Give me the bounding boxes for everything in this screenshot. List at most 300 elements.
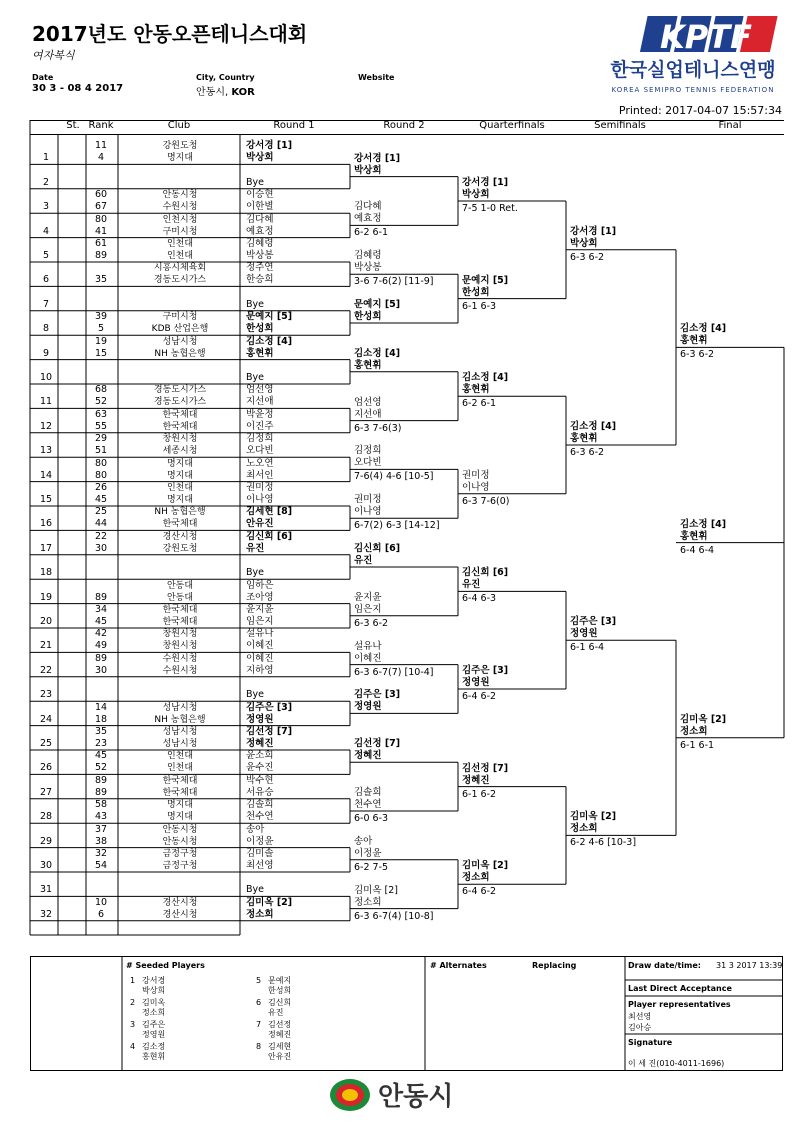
rank-1: 61 xyxy=(94,238,108,249)
position-number: 17 xyxy=(39,542,53,554)
semifinals-player-1: 강서경 [1] xyxy=(570,225,617,237)
player-2: 정소희 xyxy=(246,908,274,920)
club-2: 안동시청 xyxy=(162,836,198,847)
col-club: Club xyxy=(167,120,191,131)
rank-2: 41 xyxy=(94,225,108,237)
bye-label: Bye xyxy=(246,372,264,383)
club-2: 경동도시가스 xyxy=(153,397,207,408)
club-1: 명지대 xyxy=(166,800,194,811)
player-1: 정주연 xyxy=(246,262,274,274)
player-2: 임은지 xyxy=(246,616,274,627)
round2-score: 6-3 7-6(3) xyxy=(354,422,402,434)
round2-player-1: 송아 xyxy=(354,835,373,847)
player-1: 김다혜 xyxy=(246,213,274,225)
round2-score: 6-7(2) 6-3 [14-12] xyxy=(354,520,440,532)
footer-city-name: 안동시 xyxy=(378,1082,454,1112)
col-round2: Round 2 xyxy=(383,120,425,131)
bye-label: Bye xyxy=(246,298,264,310)
champion-player-2: 홍현휘 xyxy=(680,530,708,542)
round2-player-2: 천수연 xyxy=(354,799,382,810)
quarterfinals-player-1: 문예지 [5] xyxy=(462,274,509,286)
quarterfinals-player-2: 정혜진 xyxy=(462,774,490,786)
page-title: 2017년도 안동오픈테니스대회 xyxy=(32,22,308,46)
position-number: 24 xyxy=(39,713,53,725)
round2-score: 6-2 6-1 xyxy=(354,227,389,239)
bye-label: Bye xyxy=(246,567,264,579)
round2-player-2: 예효정 xyxy=(354,213,382,225)
seed-n: 7 xyxy=(256,1020,262,1029)
player-1: 엄선영 xyxy=(246,384,274,396)
rank-1: 37 xyxy=(94,823,108,835)
rank-2: 18 xyxy=(94,713,108,725)
club-1: 명지대 xyxy=(166,458,194,469)
position-number: 15 xyxy=(39,494,53,505)
club-2: KDB 산업은행 xyxy=(151,324,209,335)
col-st: St. xyxy=(66,120,80,131)
player-1: 윤소희 xyxy=(246,750,274,762)
quarterfinals-player-1: 김미옥 [2] xyxy=(462,860,509,872)
seed-a: 김소정 xyxy=(142,1042,166,1051)
quarterfinals-player-2: 이나영 xyxy=(462,481,490,493)
club-2: 세종시청 xyxy=(162,446,198,457)
position-number: 1 xyxy=(42,152,50,164)
round2-player-2: 오다빈 xyxy=(354,457,382,469)
club-1: 금정구청 xyxy=(162,849,198,859)
round2-player-1: 김다혜 xyxy=(354,201,382,213)
seed-b: 정영원 xyxy=(142,1030,166,1039)
semifinals-score: 6-1 6-4 xyxy=(570,642,605,654)
printed-timestamp: Printed: 2017-04-07 15:57:34 xyxy=(618,104,782,117)
final-player-1: 김미옥 [2] xyxy=(680,713,727,725)
player-1: 김미솔 xyxy=(246,848,274,859)
seed-n: 4 xyxy=(130,1042,136,1051)
player-1: 권미정 xyxy=(246,482,274,493)
club-1: 창원시청 xyxy=(162,434,198,445)
player-2: 박상희 xyxy=(246,152,274,164)
quarterfinals-player-2: 정영원 xyxy=(462,677,490,688)
seed-b: 홍현휘 xyxy=(142,1052,166,1061)
col-rank: Rank xyxy=(88,120,114,131)
club-2: 명지대 xyxy=(166,153,194,164)
rep-2: 김아승 xyxy=(628,1023,652,1032)
quarterfinals-player-2: 홍현휘 xyxy=(462,384,490,396)
player-2: 이혜진 xyxy=(246,640,274,652)
rank-2: 30 xyxy=(94,542,108,554)
rank-1: 80 xyxy=(94,213,108,225)
rank-2: 52 xyxy=(94,762,108,774)
round2-player-1: 설유나 xyxy=(354,640,382,652)
round2-player-1: 김정희 xyxy=(354,445,382,457)
round2-player-1: 강서경 [1] xyxy=(354,152,401,164)
referee: 이 세 진(010-4011-1696) xyxy=(628,1059,725,1068)
club-2: 수원시청 xyxy=(162,202,198,213)
club-2: 한국체대 xyxy=(162,617,198,627)
player-1: 김미옥 [2] xyxy=(246,896,293,908)
club-2: 강원도청 xyxy=(162,543,198,554)
club-2: 금정구청 xyxy=(162,861,198,871)
club-1: 한국체대 xyxy=(162,605,198,615)
champion-player-1: 김소정 [4] xyxy=(680,518,727,530)
rank-1: 25 xyxy=(94,506,108,518)
bye-label: Bye xyxy=(246,884,264,896)
position-number: 14 xyxy=(39,469,53,481)
rank-1: 14 xyxy=(94,701,108,713)
semifinals-player-1: 김소정 [4] xyxy=(570,421,617,432)
round2-player-1: 김소정 [4] xyxy=(354,347,401,359)
club-1: 인천대 xyxy=(166,239,194,249)
rank-2: 35 xyxy=(94,274,108,286)
quarterfinals-player-1: 김신희 [6] xyxy=(462,567,509,579)
round2-player-2: 정혜진 xyxy=(354,750,382,762)
position-number: 29 xyxy=(39,835,53,847)
final-player-2: 홍현휘 xyxy=(680,335,708,347)
club-1: 성남시청 xyxy=(162,336,198,347)
club-1: 구미시청 xyxy=(162,312,198,323)
club-1: 창원시청 xyxy=(162,629,198,640)
last-direct-acceptance: Last Direct Acceptance xyxy=(628,984,732,993)
rank-1: 35 xyxy=(94,726,108,737)
position-number: 23 xyxy=(39,689,53,701)
round2-score: 6-3 6-2 xyxy=(354,617,389,629)
player-2: 안유진 xyxy=(246,518,274,530)
club-1: 인천대 xyxy=(166,483,194,493)
quarterfinals-player-2: 박상희 xyxy=(462,189,490,200)
round2-score: 6-3 6-7(4) [10-8] xyxy=(354,910,434,922)
rank-1: 89 xyxy=(94,652,108,664)
club-1: 강원도청 xyxy=(162,141,198,152)
round2-player-2: 지선애 xyxy=(354,408,382,420)
draw-date-label: Draw date/time: xyxy=(628,961,701,970)
round2-player-1: 김솔희 xyxy=(354,787,382,798)
club-2: 성남시청 xyxy=(162,739,198,749)
rank-1: 60 xyxy=(94,189,108,201)
position-number: 22 xyxy=(39,664,53,676)
round2-score: 6-3 6-7(7) [10-4] xyxy=(354,666,434,678)
seed-a: 김선정 xyxy=(268,1020,292,1029)
quarterfinals-score: 6-2 6-1 xyxy=(462,398,497,410)
alternates-title: # Alternates xyxy=(430,961,487,970)
seeded-title: # Seeded Players xyxy=(126,961,205,970)
position-number: 18 xyxy=(39,567,53,579)
player-2: 지하영 xyxy=(246,664,274,676)
rank-1: 22 xyxy=(94,530,108,542)
rank-2: 49 xyxy=(94,640,108,652)
quarterfinals-player-2: 한성희 xyxy=(462,286,490,298)
position-number: 12 xyxy=(39,420,53,432)
quarterfinals-player-1: 김선정 [7] xyxy=(462,762,509,774)
club-1: 안동대 xyxy=(166,580,194,591)
semifinals-player-2: 홍현휘 xyxy=(570,433,598,444)
player-1: 윤지윤 xyxy=(246,604,274,615)
round2-score: 6-2 7-5 xyxy=(354,861,389,873)
seed-b: 정혜진 xyxy=(268,1030,292,1039)
club-1: 안동시청 xyxy=(162,824,198,835)
club-2: 구미시청 xyxy=(162,226,198,237)
club-1: 한국체대 xyxy=(162,409,198,420)
round2-player-2: 이정윤 xyxy=(354,847,382,859)
date-value: 30 3 - 08 4 2017 xyxy=(32,83,124,94)
semifinals-score: 6-3 6-2 xyxy=(570,447,605,458)
player-2: 최서인 xyxy=(246,469,274,481)
player-2: 한성희 xyxy=(246,323,274,335)
position-number: 30 xyxy=(39,860,53,871)
col-round1: Round 1 xyxy=(273,120,315,131)
rep-1: 최선영 xyxy=(628,1012,652,1021)
round2-player-2: 유진 xyxy=(354,555,373,566)
position-number: 13 xyxy=(39,445,53,457)
seed-b: 정소희 xyxy=(142,1008,166,1017)
rank-2: 38 xyxy=(94,835,108,847)
andong-city-logo xyxy=(328,1075,488,1115)
round2-player-1: 김선정 [7] xyxy=(354,738,401,750)
rank-1: 80 xyxy=(94,457,108,469)
round2-player-1: 문예지 [5] xyxy=(354,299,401,310)
seed-a: 김신희 xyxy=(268,998,292,1007)
seed-b: 박상희 xyxy=(142,986,166,995)
club-1: 성남시청 xyxy=(162,727,198,737)
club-2: 인천대 xyxy=(166,763,194,774)
player-1: 박수현 xyxy=(246,774,274,786)
club-2: NH 농협은행 xyxy=(154,714,206,725)
round2-score: 6-0 6-3 xyxy=(354,813,389,824)
quarterfinals-score: 7-5 1-0 Ret. xyxy=(462,203,518,214)
rank-1: 39 xyxy=(94,311,108,323)
rank-1: 45 xyxy=(94,750,108,762)
round2-player-2: 이나영 xyxy=(354,506,382,518)
rank-2: 54 xyxy=(94,860,108,871)
round2-player-2: 홍현휘 xyxy=(354,359,382,371)
player-1: 김세현 [8] xyxy=(246,506,293,518)
player-1: 김정희 xyxy=(246,433,274,445)
quarterfinals-player-1: 김소정 [4] xyxy=(462,372,509,384)
semifinals-player-1: 김주은 [3] xyxy=(570,616,617,628)
club-1: 수원시청 xyxy=(162,653,198,664)
round2-player-1: 김미옥 [2] xyxy=(354,884,399,896)
position-number: 2 xyxy=(42,176,50,188)
semifinals-player-1: 김미옥 [2] xyxy=(570,811,617,823)
rank-2: 15 xyxy=(94,347,108,359)
final-player-2: 정소희 xyxy=(680,725,708,737)
position-number: 21 xyxy=(39,640,53,652)
semifinals-player-2: 정영원 xyxy=(570,628,598,640)
club-2: 한국체대 xyxy=(162,519,198,530)
position-number: 8 xyxy=(42,323,50,335)
round2-player-2: 정소희 xyxy=(354,896,382,908)
date-label: Date xyxy=(32,73,54,82)
position-number: 20 xyxy=(39,616,53,627)
player-2: 천수연 xyxy=(246,811,274,823)
seed-a: 김미옥 xyxy=(142,998,166,1007)
position-number: 10 xyxy=(39,372,53,383)
logo-name-en: KOREA SEMIPRO TENNIS FEDERATION xyxy=(611,86,775,94)
seed-n: 8 xyxy=(256,1042,262,1051)
round2-player-2: 임은지 xyxy=(354,603,382,615)
round2-score: 7-6(4) 4-6 [10-5] xyxy=(354,471,434,483)
draw-date-value: 31 3 2017 13:39 xyxy=(716,961,783,970)
player-2: 정영원 xyxy=(246,713,274,725)
player-1: 김솔희 xyxy=(246,799,274,811)
rank-1: 32 xyxy=(94,848,108,859)
quarterfinals-score: 6-3 7-6(0) xyxy=(462,495,510,507)
rank-2: 44 xyxy=(94,518,108,530)
rank-1: 19 xyxy=(94,335,108,347)
club-2: 한국체대 xyxy=(162,421,198,432)
club-2: 명지대 xyxy=(166,495,194,505)
club-2: 안동대 xyxy=(166,592,194,603)
position-number: 25 xyxy=(39,738,53,749)
rank-2: 55 xyxy=(94,420,108,432)
club-2: 창원시청 xyxy=(162,641,198,652)
club-1: 한국체대 xyxy=(162,775,198,786)
position-number: 28 xyxy=(39,811,53,823)
seed-n: 6 xyxy=(256,998,262,1007)
player-2: 박상봉 xyxy=(246,250,274,261)
player-2: 홍현휘 xyxy=(246,347,274,359)
player-2: 예효정 xyxy=(246,225,274,237)
player-representatives: Player representatives xyxy=(628,1000,731,1009)
club-1: 경동도시가스 xyxy=(153,385,207,396)
round2-player-2: 박상봉 xyxy=(354,262,382,274)
position-number: 16 xyxy=(39,518,53,530)
rank-2: 89 xyxy=(94,591,108,603)
rank-2: 5 xyxy=(97,323,105,335)
round2-player-1: 윤지윤 xyxy=(354,591,382,603)
player-2: 이진주 xyxy=(246,420,274,432)
club-1: 인천대 xyxy=(166,751,194,762)
col-semifinals: Semifinals xyxy=(594,120,646,131)
country-code: KOR xyxy=(231,87,255,98)
draw-info-panel xyxy=(30,956,783,1071)
signature-label: Signature xyxy=(628,1038,673,1047)
round2-score: 3-6 7-6(2) [11-9] xyxy=(354,276,434,288)
position-number: 9 xyxy=(42,347,50,359)
rank-2: 51 xyxy=(94,445,108,457)
position-number: 3 xyxy=(42,201,50,213)
player-2: 이나영 xyxy=(246,494,274,505)
seed-b: 안유진 xyxy=(268,1052,292,1061)
rank-2: 45 xyxy=(94,616,108,627)
semifinals-score: 6-2 4-6 [10-3] xyxy=(570,837,637,849)
rank-1: 68 xyxy=(94,384,108,396)
club-1: 시흥시체육회 xyxy=(153,263,207,274)
rank-1: 34 xyxy=(94,604,108,615)
seed-a: 문예지 xyxy=(268,976,292,985)
player-2: 한승희 xyxy=(246,274,274,286)
semifinals-score: 6-3 6-2 xyxy=(570,251,605,263)
player-2: 이한별 xyxy=(246,201,274,213)
event-subtitle: 여자복식 xyxy=(32,49,75,62)
quarterfinals-score: 6-1 6-3 xyxy=(462,300,497,312)
semifinals-player-2: 정소희 xyxy=(570,823,598,835)
champion-score: 6-4 6-4 xyxy=(680,544,715,556)
replacing-title: Replacing xyxy=(532,961,577,970)
club-2: 한국체대 xyxy=(162,787,198,798)
position-number: 4 xyxy=(42,225,50,237)
rank-1: 42 xyxy=(94,628,108,640)
club-1: 인천시청 xyxy=(162,214,198,225)
round2-player-1: 김신희 [6] xyxy=(354,543,401,554)
final-score: 6-1 6-1 xyxy=(680,739,715,751)
rank-2: 89 xyxy=(94,250,108,261)
final-score: 6-3 6-2 xyxy=(680,349,715,361)
club-1: 안동시청 xyxy=(162,190,198,201)
position-number: 6 xyxy=(42,274,50,286)
player-1: 송아 xyxy=(246,823,265,835)
player-2: 이정윤 xyxy=(246,835,274,847)
rank-2: 30 xyxy=(94,664,108,676)
player-1: 김신희 [6] xyxy=(246,530,293,542)
seed-n: 5 xyxy=(256,976,262,985)
round2-player-2: 한성희 xyxy=(354,311,382,322)
seed-a: 강서경 xyxy=(142,976,166,985)
quarterfinals-player-1: 강서경 [1] xyxy=(462,177,509,188)
player-2: 최선영 xyxy=(246,860,274,871)
quarterfinals-player-2: 정소희 xyxy=(462,872,490,884)
bye-label: Bye xyxy=(246,689,264,701)
player-2: 서유승 xyxy=(246,786,274,798)
club-2: 경동도시가스 xyxy=(153,275,207,286)
col-quarterfinals: Quarterfinals xyxy=(479,120,545,131)
logo-name-ko: 한국실업테니스연맹 xyxy=(610,59,776,81)
player-2: 조아영 xyxy=(246,591,274,603)
rank-2: 89 xyxy=(94,786,108,798)
seed-b: 한성희 xyxy=(268,986,292,995)
city-label: City, Country xyxy=(196,73,255,82)
rank-2: 45 xyxy=(94,494,108,505)
position-number: 31 xyxy=(39,884,53,896)
club-2: 인천대 xyxy=(166,251,194,261)
rank-2: 67 xyxy=(94,201,108,213)
rank-2: 80 xyxy=(94,469,108,481)
quarterfinals-score: 6-4 6-2 xyxy=(462,886,497,898)
club-2: 수원시청 xyxy=(162,665,198,676)
club-2: 명지대 xyxy=(166,812,194,823)
player-1: 노오연 xyxy=(246,457,274,469)
rank-1: 58 xyxy=(94,799,108,811)
quarterfinals-score: 6-1 6-2 xyxy=(462,788,497,800)
rank-2: 52 xyxy=(94,396,108,408)
round2-player-2: 박상희 xyxy=(354,164,382,176)
city-name: 안동시, xyxy=(196,87,232,98)
club-2: NH 농협은행 xyxy=(154,348,206,359)
rank-2: 6 xyxy=(97,908,105,920)
position-number: 19 xyxy=(39,591,53,603)
player-1: 이혜진 xyxy=(246,652,274,664)
player-1: 이승현 xyxy=(246,189,274,201)
rank-1: 29 xyxy=(94,433,108,445)
player-1: 김소정 [4] xyxy=(246,335,293,347)
round2-player-1: 엄선영 xyxy=(354,396,382,408)
seed-a: 김세현 xyxy=(268,1042,292,1051)
rank-1: 10 xyxy=(94,896,108,908)
quarterfinals-score: 6-4 6-3 xyxy=(462,593,497,605)
round2-player-1: 김혜령 xyxy=(354,250,382,262)
rank-2: 4 xyxy=(97,152,105,164)
logo-text: KPTF xyxy=(660,18,752,56)
round2-player-2: 정영원 xyxy=(354,701,382,713)
player-2: 지선애 xyxy=(246,396,274,408)
player-2: 유진 xyxy=(246,542,265,554)
rank-1: 11 xyxy=(94,140,108,152)
position-number: 26 xyxy=(39,762,53,774)
position-number: 5 xyxy=(42,250,50,261)
player-1: 김주은 [3] xyxy=(246,701,293,713)
rank-2: 23 xyxy=(94,738,108,749)
seed-n: 2 xyxy=(130,998,136,1007)
player-1: 김혜령 xyxy=(246,238,274,249)
quarterfinals-score: 6-4 6-2 xyxy=(462,691,497,702)
player-1: 설유나 xyxy=(246,628,274,640)
